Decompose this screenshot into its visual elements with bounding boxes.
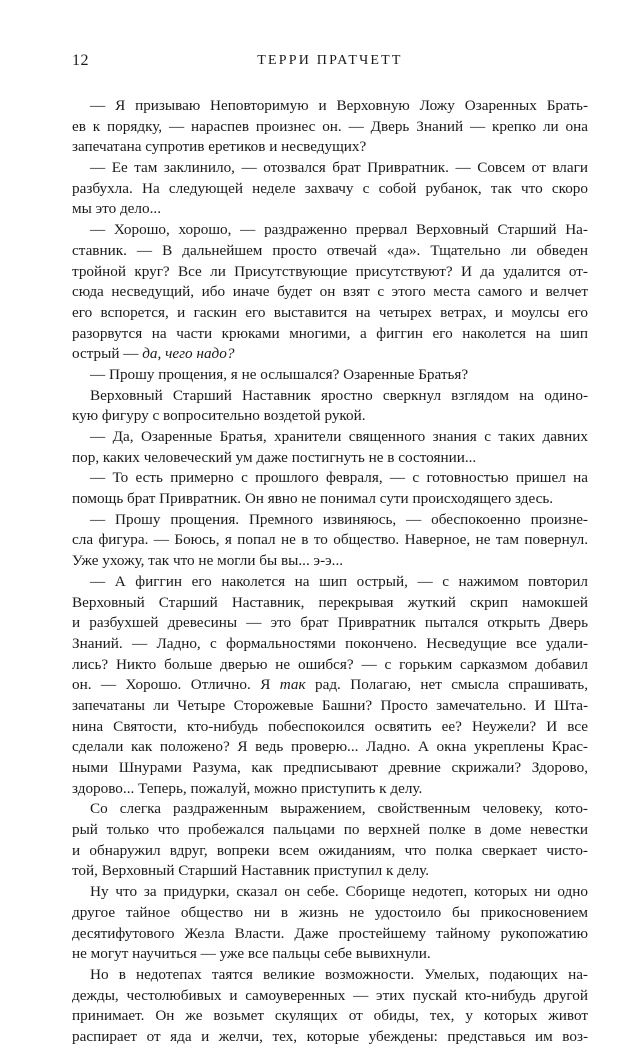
line-text: запечатана супротив еретиков и несведущих? — [72, 138, 367, 156]
text-line — [72, 986, 588, 1007]
line-text: ными Шнурами Разума, как предписывают древние скрижали? Здорово, — [72, 759, 588, 776]
text-line — [72, 696, 588, 717]
text-line — [72, 179, 588, 200]
text-line — [72, 799, 588, 820]
line-italic-text: так — [279, 676, 306, 694]
line-text: дежды, честолюбивых и самоуверенных — этих пускай кто-нибудь другой — [72, 986, 588, 1004]
text-line — [72, 944, 588, 965]
text-line — [72, 158, 588, 179]
text-line — [72, 820, 588, 841]
line-text: помощь брат Привратник. Он явно не понимал сути происходящего здесь. — [72, 490, 554, 508]
line-text: Знаний. — Ладно, с формальностями покончено. Несведущие все удали- — [72, 634, 588, 652]
text-line — [72, 779, 588, 800]
text-line — [72, 593, 588, 614]
text-line — [72, 530, 588, 551]
line-text: кую фигуру с вопросительно воздетой рукой. — [72, 407, 366, 425]
line-text: Но в недотепах таятся великие возможности. Умелых, подающих на- — [90, 965, 588, 983]
text-line — [72, 1006, 588, 1027]
line-text: его вспорется, и гаскин его выставится на четырех ветрах, и моулсы его — [72, 303, 588, 321]
line-text: пор, каких человеческий ум даже постигнуть не в состоянии... — [72, 448, 477, 466]
text-line — [72, 199, 588, 220]
line-text: Уже ухожу, так что не могли бы вы... э-э... — [72, 552, 344, 570]
text-line — [72, 655, 588, 676]
line-text: и обнаружил вдруг, вопреки всем ожиданиям, что полка сверкает чисто- — [72, 841, 588, 859]
text-line — [72, 241, 588, 262]
text-line — [72, 386, 588, 407]
line-text: сла фигура. — Боюсь, я попал не в то общество. Наверное, не там повернул. — [72, 531, 588, 549]
line-text: — Да, Озаренные Братья, хранители священного знания с таких давних — [90, 428, 588, 445]
page-header — [72, 52, 588, 74]
text-line — [72, 137, 588, 158]
text-line — [72, 551, 588, 572]
line-text: — Ее там заклинило, — отозвался брат Привратник. — Совсем от влаги — [90, 159, 588, 177]
line-text-continued: рад. Полагаю, нет смысла спрашивать, — [305, 676, 588, 694]
text-line — [72, 903, 588, 924]
text-line — [72, 96, 588, 117]
body-text — [72, 96, 588, 1048]
line-text: той, Верховный Старший Наставник приступил к делу. — [72, 862, 430, 880]
text-line — [72, 1027, 588, 1048]
text-line — [72, 117, 588, 138]
line-text: ставник. — В дальнейшем просто отвечай «да». Тщательно ли обведен — [72, 241, 588, 259]
text-line — [72, 737, 588, 758]
text-line — [72, 758, 588, 779]
line-text: сюда несведущий, ибо иначе будет он взят с этого места самого и велчет — [72, 283, 588, 301]
running-head: ТЕРРИ ПРАТЧЕТТ — [257, 53, 403, 68]
text-line — [72, 448, 588, 469]
line-text: рый только что пробежался пальцами по верхней полке в доме невестки — [72, 821, 588, 839]
line-text: нина Святости, кто-нибудь побеспокоился освятить ее? Неужели? И все — [72, 717, 588, 735]
text-line — [72, 613, 588, 634]
text-line — [72, 365, 588, 386]
text-line — [72, 489, 588, 510]
line-text: Со слегка раздраженным выражением, свойственным человеку, кото- — [90, 800, 588, 818]
line-text: острый — — [72, 345, 143, 363]
text-line — [72, 924, 588, 945]
line-text: — А фиггин его наколется на шип острый, — с нажимом повторил — [90, 572, 588, 590]
line-text: — Я призываю Неповторимую и Верховную Ложу Озаренных Брать- — [90, 97, 588, 114]
line-text: Верховный Старший Наставник, перекрывая жуткий скрип намокшей — [72, 593, 588, 611]
text-line — [72, 717, 588, 738]
text-line — [72, 572, 588, 593]
line-text: здорово... Теперь, пожалуй, можно приступить к делу. — [72, 779, 423, 797]
line-text: тройной круг? Все ли Присутствующие присутствуют? И да удалится от- — [72, 262, 588, 280]
line-text: распирает от яда и желчи, тех, которые убеждены: представься им воз- — [72, 1027, 588, 1045]
line-text: сделали как положено? Я ведь проверю... Ладно. А окна укреплены Крас- — [72, 738, 588, 756]
line-text: десятифутового Жезла Власти. Даже простейшему тайному рукопожатию — [72, 924, 588, 942]
text-line — [72, 220, 588, 241]
line-text: он. — Хорошо. Отлично. Я — [72, 676, 280, 694]
line-text: другое тайное общество ни в жизнь не удостоило бы прикосновением — [72, 903, 588, 921]
line-text: — Хорошо, хорошо, — раздраженно прервал Верховный Старший На- — [90, 221, 588, 239]
line-text: и разбухшей древесины — это брат Привратник пытался открыть Дверь — [72, 614, 588, 632]
text-line — [72, 344, 588, 365]
line-text: — То есть примерно с прошлого февраля, — с готовностью пришел на — [90, 469, 588, 487]
text-line — [72, 861, 588, 882]
line-text: Ну что за придурки, сказал он себе. Сборище недотеп, которых ни одно — [90, 883, 588, 901]
text-line — [72, 882, 588, 903]
line-text: не могут научиться — уже все пальцы себе вывихнули. — [72, 945, 431, 963]
line-text: — Прошу прощения, я не ослышался? Озаренные Братья? — [90, 365, 469, 383]
text-line — [72, 324, 588, 345]
page-number: 12 — [72, 52, 89, 69]
line-text: принимает. Он же возьмет скулящих от обиды, тех, у которых живот — [72, 1007, 588, 1025]
line-italic-text: да, чего надо? — [142, 345, 235, 363]
line-text: разбухла. На следующей неделе захвачу с собой рубанок, так что скоро — [72, 179, 588, 197]
text-line — [72, 303, 588, 324]
line-text: запечатаны ли Четыре Сторожевые Башни? Просто замечательно. И Шта- — [72, 696, 588, 714]
text-line — [72, 282, 588, 303]
text-line — [72, 841, 588, 862]
text-line — [72, 468, 588, 489]
text-line — [72, 510, 588, 531]
text-line — [72, 427, 588, 448]
line-text: ев к порядку, — нараспев произнес он. — Дверь Знаний — крепко ли она — [72, 117, 588, 135]
text-line — [72, 406, 588, 427]
line-text: лись? Никто больше дверью не ошибся? — с горьким сарказмом добавил — [72, 655, 588, 673]
line-text: Верховный Старший Наставник яростно сверкнул взглядом на одино- — [90, 386, 588, 404]
line-text: разорвутся на части крюками многими, а фиггин его наколется на шип — [72, 324, 588, 342]
text-line — [72, 965, 588, 986]
line-text: мы это дело... — [72, 200, 161, 218]
text-line — [72, 634, 588, 655]
line-text: — Прошу прощения. Премного извиняюсь, — обеспокоенно произне- — [90, 510, 588, 528]
text-line — [72, 675, 588, 696]
text-line — [72, 262, 588, 283]
